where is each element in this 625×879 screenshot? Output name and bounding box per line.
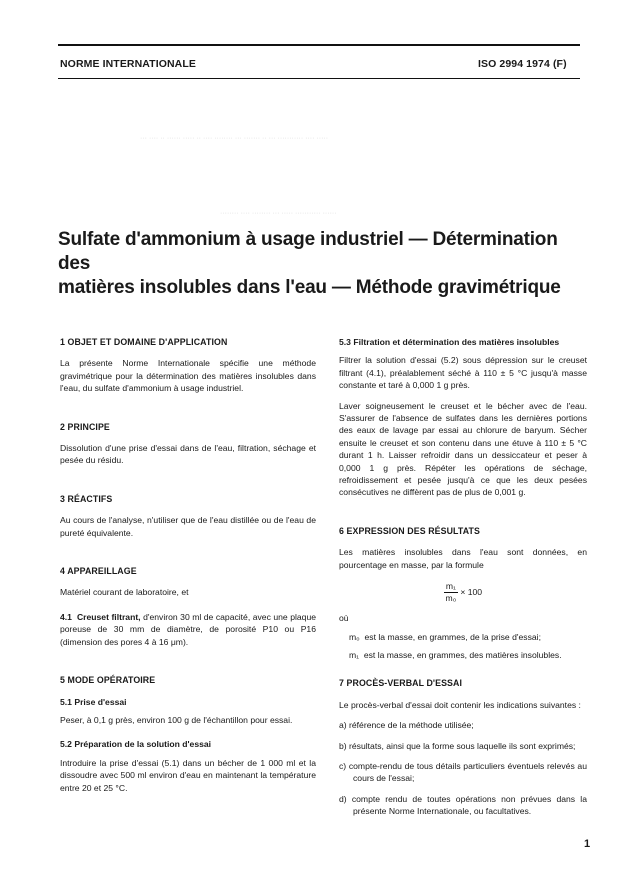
section-7-text: Le procès-verbal d'essai doit contenir les indications suivantes : (339, 699, 581, 710)
show-through-texture-2: ········ ···· ········ ··· ····· ··········· ······ (220, 210, 337, 217)
list-item: b) résultats, ainsi que la forme sous laquelle ils sont exprimés; (339, 740, 576, 751)
section-4-1-paragraph (60, 611, 316, 648)
definition-m0 (339, 631, 587, 643)
section-4-text: Matériel courant de laboratoire, et (60, 587, 189, 598)
formula-denominator: m₀ (445, 593, 457, 604)
standard-number: ISO 2994 1974 (F) (478, 58, 567, 70)
definition-m1 (339, 649, 587, 661)
title-line-1: Sulfate d'ammonium à usage industriel — Détermination des (58, 229, 558, 274)
section-4-1-title: Creuset filtrant, (76, 611, 141, 622)
section-5-1-heading: 5.1 Prise d'essai (60, 696, 127, 707)
formula-multiplier: × 100 (457, 586, 483, 597)
section-4-1-text: d'environ 30 ml de capacité, avec une plaque poreuse de 30 mm de diamètre, de porosité P10 ou P16 (dimension des pores 4 à 16 μm). (60, 611, 317, 647)
section-4-1-number: 4.1 (60, 611, 72, 622)
section-3-heading: 3 RÉACTIFS (60, 493, 113, 504)
list-item: d) compte rendu de toutes opérations non prévues dans la présente Norme Internationale, ou facultatives. (339, 793, 587, 817)
section-5-2-heading: 5.2 Préparation de la solution d'essai (60, 739, 212, 750)
section-5-3-text-2: Laver soigneusement le creuset et le bécher avec de l'eau. S'assurer de l'absence de sulfates dans les dernières portions des eaux de lavage par essai au chlorure de baryum. Sécher ensuite le creuset et son contenu dans une étuve à 110 ± 5 °C durant 1 h. Laisser refroidir dans un dessiccateur et peser à 0,000 1 g près. Répéter les opérations de séchage, refroidissement et pesée jusqu'à ce que les deux pesées consécutives ne diffèrent pas de plus de 0,001 g. (339, 400, 587, 498)
section-5-3-heading: 5.3 Filtration et détermination des matières insolubles (339, 337, 560, 347)
definition-m0-text: est la masse, en grammes, de la prise d'essai; (364, 631, 541, 642)
section-1-heading: 1 OBJET ET DOMAINE D'APPLICATION (60, 337, 228, 347)
formula-where: où (339, 613, 349, 624)
document-title (58, 228, 588, 300)
section-2-text: Dissolution d'une prise d'essai dans de l'eau, filtration, séchage et pesée du résidu. (60, 443, 316, 466)
definition-m0-symbol: m₀ (349, 631, 360, 642)
list-item: a) référence de la méthode utilisée; (339, 720, 474, 731)
page-number: 1 (584, 838, 591, 850)
list-item: c) compte-rendu de tous détails particuliers éventuels relevés au cours de l'essai; (339, 760, 587, 784)
right-column (339, 336, 587, 826)
header-divider (58, 78, 580, 79)
section-2-heading: 2 PRINCIPE (60, 421, 110, 432)
formula-numerator: m₁ (445, 581, 456, 592)
section-6-heading: 6 EXPRESSION DES RÉSULTATS (339, 525, 480, 536)
section-1-text: La présente Norme Internationale spécifie une méthode gravimétrique pour la détermination des matières insolubles dans l'eau, du sulfate d'ammonium à usage industriel. (60, 358, 316, 394)
show-through-texture: ··· ···· ·· ······ ····· ·· ···· ········ ··· ······· ·· ··· ··········· ···· ····· (140, 135, 329, 142)
report-items-list (339, 719, 587, 817)
section-6-text: Les matières insolubles dans l'eau sont données, en pourcentage en masse, par la formule (339, 547, 587, 570)
title-line-2: matières insolubles dans l'eau — Méthode gravimétrique (58, 277, 561, 298)
section-5-3-text-1: Filtrer la solution d'essai (5.2) sous dépression sur le creuset filtrant (4.1), préalablement séché à 110 ± 5 °C jusqu'à masse constante et taré à 0,000 1 g près. (339, 355, 587, 391)
result-formula (339, 581, 587, 604)
section-5-2-text: Introduire la prise d'essai (5.1) dans un bécher de 1 000 ml et la dissoudre avec 500 ml environ d'eau en maintenant la température entre 20 et 25 °C. (60, 757, 316, 793)
definition-m1-text: est la masse, en grammes, des matières insolubles. (363, 649, 562, 660)
section-3-text: Au cours de l'analyse, n'utiliser que de l'eau distillée ou de l'eau de pureté équivalente. (60, 515, 316, 538)
section-7-heading: 7 PROCÈS-VERBAL D'ESSAI (339, 678, 463, 689)
left-column (60, 336, 316, 794)
section-5-1-text: Peser, à 0,1 g près, environ 100 g de l'échantillon pour essai. (60, 714, 293, 725)
formula-fraction (444, 581, 458, 604)
top-rule (58, 44, 580, 46)
section-4-heading: 4 APPAREILLAGE (60, 566, 137, 577)
standard-type-label: NORME INTERNATIONALE (60, 58, 196, 70)
definition-m1-symbol: m₁ (349, 649, 360, 660)
section-5-heading: 5 MODE OPÉRATOIRE (60, 675, 156, 686)
